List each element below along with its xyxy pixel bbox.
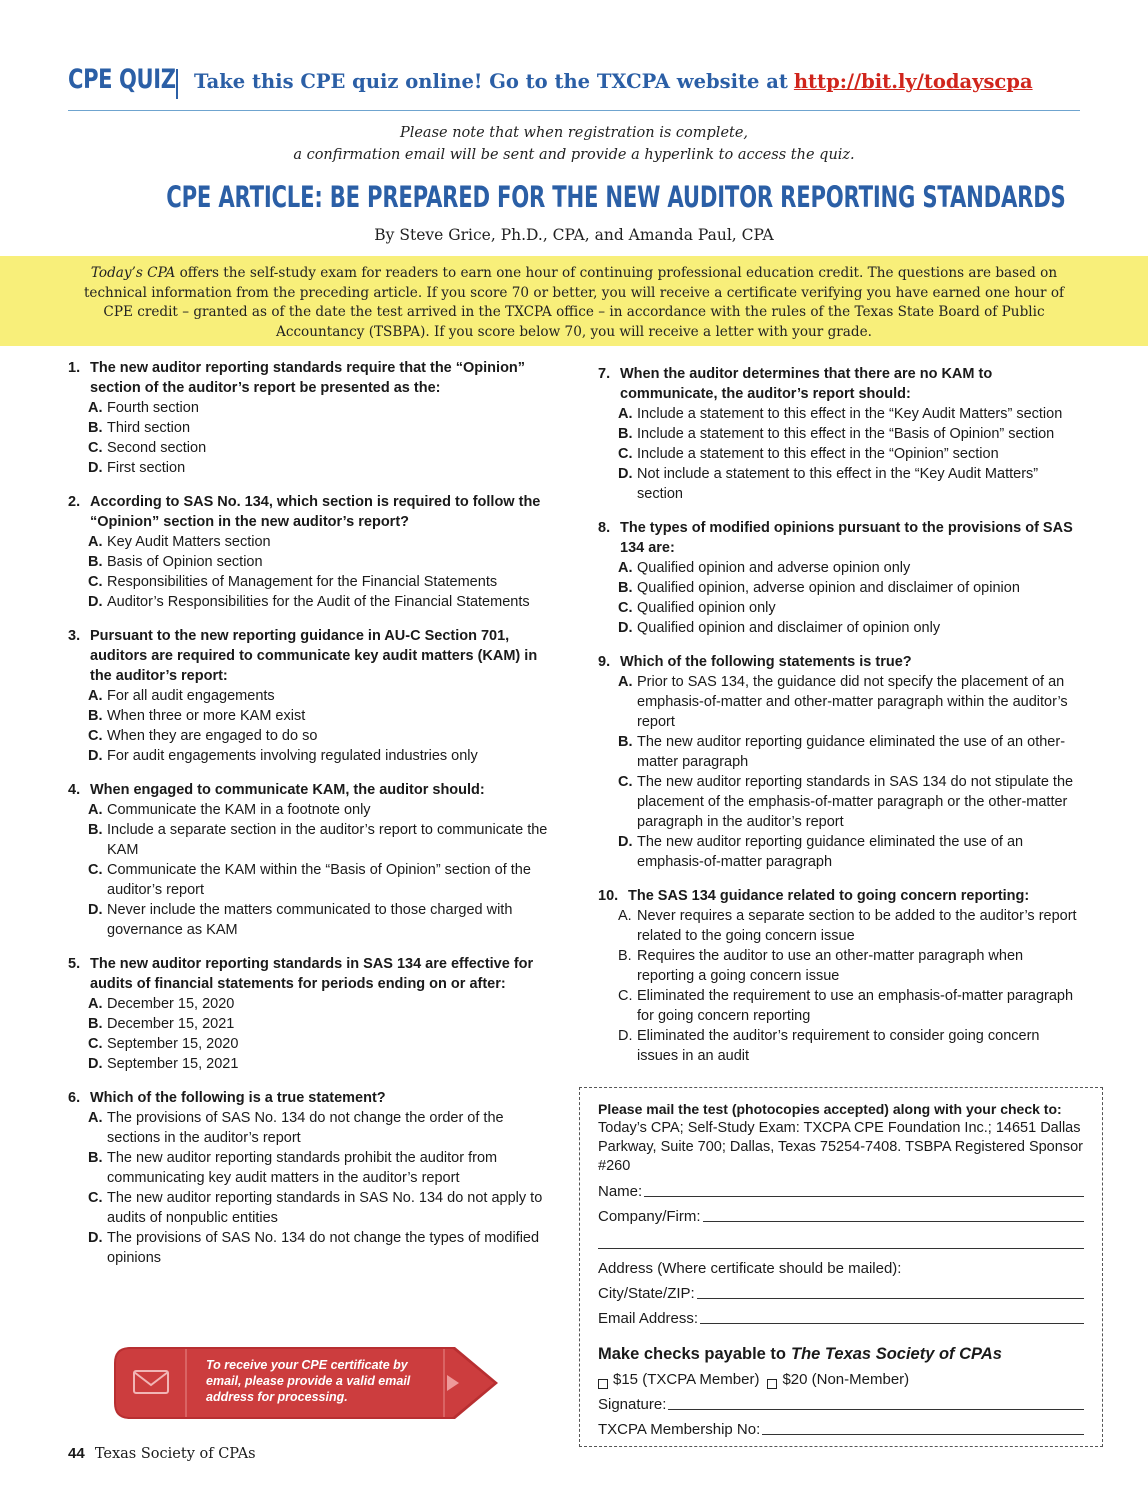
answer-option: [68, 800, 558, 820]
option-letter: B.: [88, 554, 103, 570]
question-number: 4.: [68, 782, 81, 798]
question: [68, 358, 558, 478]
intro-text: offers the self-study exam for readers to earn one hour of continuing professional education credit. The questions are based on technical information from the preceding article. If you score 70 or better, you will receive a certificate verifying you have earned one hour of CPE credit – granted as of the date the test arrived in the TXCPA office – in accordance with the rules of the Texas State Board of Public Accountancy (TSBPA). If you score below 70, you will receive a letter with your grade.: [83, 265, 1065, 340]
answer-option: [68, 398, 558, 418]
answer-option: [598, 906, 1084, 946]
option-letter: A.: [88, 802, 103, 818]
option-text: Qualified opinion only: [637, 600, 776, 616]
answer-option: [68, 820, 558, 860]
option-letter: A.: [88, 996, 103, 1012]
answer-option: [598, 618, 1084, 638]
registration-note: [68, 122, 1080, 166]
question: [68, 492, 558, 612]
option-text: Basis of Opinion section: [107, 554, 263, 570]
question-number: 1.: [68, 360, 81, 376]
city-label: City/State/ZIP:: [598, 1285, 695, 1302]
option-letter: D.: [618, 1028, 633, 1044]
answer-option: [68, 1034, 558, 1054]
page-footer: [68, 1445, 256, 1462]
answer-option: [68, 1228, 558, 1268]
question: [598, 364, 1084, 504]
option-text: Eliminated the auditor’s requirement to consider going concern issues in an audit: [637, 1028, 1040, 1064]
questions-right-column: [598, 364, 1084, 1080]
answer-option: [598, 424, 1084, 444]
email-label: Email Address:: [598, 1310, 699, 1327]
checks-payee: The Texas Society of CPAs: [791, 1345, 1002, 1363]
answer-option: [68, 552, 558, 572]
option-letter: D.: [618, 834, 633, 850]
company-label: Company/Firm:: [598, 1208, 701, 1225]
option-letter: C.: [88, 574, 103, 590]
note-line-2: a confirmation email will be sent and provide a hyperlink to access the quiz.: [293, 147, 855, 163]
question-stem: [68, 492, 558, 532]
option-letter: B.: [618, 426, 633, 442]
article-title: [0, 180, 1148, 214]
question-stem: [598, 364, 1084, 404]
signature-field[interactable]: [598, 1389, 1084, 1414]
option-text: Requires the auditor to use an other-matter paragraph when reporting a going concern issue: [637, 948, 1024, 984]
option-letter: A.: [618, 908, 632, 924]
option-letter: C.: [88, 862, 103, 878]
answer-option: [68, 726, 558, 746]
membership-field[interactable]: [598, 1414, 1084, 1439]
header-rule: [68, 110, 1080, 111]
answer-option: [68, 532, 558, 552]
option-letter: D.: [618, 620, 633, 636]
question-number: 10.: [598, 888, 619, 904]
option-letter: C.: [88, 1190, 103, 1206]
email-field[interactable]: [598, 1303, 1084, 1328]
option-text: Include a statement to this effect in the “Basis of Opinion” section: [637, 426, 1055, 442]
option-letter: A.: [618, 406, 633, 422]
question: [598, 518, 1084, 638]
option-text: Fourth section: [107, 400, 199, 416]
question-stem: [598, 886, 1084, 906]
email-line[interactable]: [700, 1323, 1084, 1324]
option-text: Third section: [107, 420, 191, 436]
option-text: The new auditor reporting guidance eliminated the use of an other-matter paragraph: [637, 734, 1066, 770]
question: [68, 954, 558, 1074]
option-letter: C.: [618, 988, 633, 1004]
answer-option: [68, 1014, 558, 1034]
company-line-2[interactable]: [598, 1226, 1084, 1249]
name-line[interactable]: [644, 1196, 1084, 1197]
option-letter: C.: [618, 600, 633, 616]
answer-option: [598, 732, 1084, 772]
option-letter: A.: [618, 674, 633, 690]
option-text: Key Audit Matters section: [107, 534, 271, 550]
header-divider: [176, 69, 178, 99]
answer-option: [68, 706, 558, 726]
option-letter: B.: [88, 708, 103, 724]
option-letter: D.: [88, 1230, 103, 1246]
email-banner: [110, 1343, 502, 1423]
option-letter: A.: [88, 534, 103, 550]
option-text: December 15, 2021: [107, 1016, 235, 1032]
questions-left-column: [68, 358, 558, 1282]
footer-publication: Texas Society of CPAs: [94, 1446, 256, 1462]
option-letter: D.: [88, 1056, 103, 1072]
option-text: Communicate the KAM in a footnote only: [107, 802, 371, 818]
answer-option: [68, 418, 558, 438]
answer-option: [598, 558, 1084, 578]
option-letter: C.: [88, 1036, 103, 1052]
option-text: When three or more KAM exist: [107, 708, 306, 724]
signature-line[interactable]: [668, 1409, 1084, 1410]
publication-name: Today’s CPA: [90, 265, 176, 281]
answer-option: [598, 404, 1084, 424]
answer-option: [68, 860, 558, 900]
answer-option: [68, 900, 558, 940]
member-price: $15 (TXCPA Member): [613, 1371, 760, 1388]
note-line-1: Please note that when registration is complete,: [399, 125, 749, 141]
option-text: Qualified opinion, adverse opinion and disclaimer of opinion: [637, 580, 1020, 596]
answer-option: [598, 464, 1084, 504]
article-title-text: CPE ARTICLE: BE PREPARED FOR THE NEW AUDITOR REPORTING STANDARDS: [166, 180, 1066, 214]
question: [68, 626, 558, 766]
option-letter: C.: [618, 446, 633, 462]
city-field[interactable]: [598, 1278, 1084, 1303]
option-letter: B.: [618, 580, 633, 596]
option-text: September 15, 2020: [107, 1036, 239, 1052]
question: [598, 652, 1084, 872]
question-text: According to SAS No. 134, which section is required to follow the “Opinion” section in the new auditor’s report?: [90, 494, 541, 530]
option-text: Responsibilities of Management for the Financial Statements: [107, 574, 498, 590]
option-letter: B.: [88, 822, 103, 838]
fee-options: [598, 1364, 1084, 1389]
option-letter: C.: [88, 440, 103, 456]
quiz-header: [68, 64, 1080, 104]
company-line[interactable]: [703, 1221, 1084, 1222]
option-letter: D.: [618, 466, 633, 482]
answer-option: [598, 1026, 1084, 1066]
question-text: The new auditor reporting standards in SAS 134 are effective for audits of financial statements for periods ending on or after:: [90, 956, 534, 992]
question-number: 9.: [598, 654, 611, 670]
question-text: When the auditor determines that there are no KAM to communicate, the auditor’s report should:: [620, 366, 993, 402]
option-letter: D.: [88, 748, 103, 764]
city-line[interactable]: [697, 1298, 1084, 1299]
answer-option: [68, 1148, 558, 1188]
name-field[interactable]: [598, 1176, 1084, 1201]
name-label: Name:: [598, 1183, 643, 1200]
option-text: The provisions of SAS No. 134 do not change the order of the sections in the auditor’s report: [107, 1110, 504, 1146]
answer-option: [68, 1108, 558, 1148]
question-number: 5.: [68, 956, 81, 972]
question-text: The SAS 134 guidance related to going concern reporting:: [628, 888, 1030, 904]
checks-heading: [598, 1338, 1084, 1364]
question-stem: [68, 1088, 558, 1108]
answer-option: [598, 598, 1084, 618]
question-text: Which of the following is a true statement?: [90, 1090, 386, 1106]
option-letter: A.: [88, 688, 103, 704]
option-text: For audit engagements involving regulated industries only: [107, 748, 478, 764]
address-field: [598, 1253, 1084, 1278]
option-text: Never include the matters communicated to those charged with governance as KAM: [107, 902, 513, 938]
answer-option: [68, 1054, 558, 1074]
option-letter: A.: [88, 1110, 103, 1126]
question: [598, 886, 1084, 1066]
membership-line[interactable]: [762, 1434, 1084, 1435]
option-letter: B.: [88, 420, 103, 436]
option-letter: B.: [88, 1150, 103, 1166]
banner-text: To receive your CPE certificate by email, please provide a valid email address for processing.: [206, 1358, 411, 1404]
option-text: Second section: [107, 440, 207, 456]
question-number: 8.: [598, 520, 611, 536]
question: [68, 1088, 558, 1268]
option-text: When they are engaged to do so: [107, 728, 318, 744]
answer-option: [598, 772, 1084, 832]
option-letter: D.: [88, 902, 103, 918]
option-text: For all audit engagements: [107, 688, 275, 704]
question-number: 2.: [68, 494, 81, 510]
answer-option: [598, 986, 1084, 1026]
option-text: The new auditor reporting standards prohibit the auditor from communicating key audit matters in the auditor’s report: [107, 1150, 498, 1186]
option-text: Auditor’s Responsibilities for the Audit of the Financial Statements: [107, 594, 530, 610]
option-text: Include a statement to this effect in the “Opinion” section: [637, 446, 999, 462]
option-letter: A.: [88, 400, 103, 416]
option-text: The provisions of SAS No. 134 do not change the types of modified opinions: [107, 1230, 540, 1266]
answer-option: [68, 1188, 558, 1228]
byline: By Steve Grice, Ph.D., CPA, and Amanda Paul, CPA: [374, 226, 774, 244]
answer-option: [598, 672, 1084, 732]
mail-lead: Please mail the test (photocopies accepted) along with your check to:: [598, 1101, 1062, 1117]
option-text: Never requires a separate section to be added to the auditor’s report related to the going concern issue: [637, 908, 1077, 944]
page-number: 44: [68, 1445, 85, 1462]
nonmember-price: $20 (Non-Member): [782, 1371, 910, 1388]
quiz-label: CPE QUIZ: [68, 64, 176, 95]
option-letter: B.: [618, 948, 632, 964]
question-number: 6.: [68, 1090, 81, 1106]
answer-option: [68, 994, 558, 1014]
question-text: When engaged to communicate KAM, the auditor should:: [90, 782, 485, 798]
member-checkbox-icon[interactable]: [598, 1379, 608, 1389]
option-letter: C.: [88, 728, 103, 744]
answer-option: [68, 458, 558, 478]
option-text: The new auditor reporting standards in SAS No. 134 do not apply to audits of nonpublic entities: [107, 1190, 543, 1226]
option-text: The new auditor reporting standards in SAS 134 do not stipulate the placement of the emphasis-of-matter paragraph or the other-matter paragraph in the auditor’s report: [637, 774, 1074, 830]
question-text: Pursuant to the new reporting guidance in AU-C Section 701, auditors are required to communicate key audit matters (KAM) in the auditor’s report:: [90, 628, 538, 684]
question-number: 3.: [68, 628, 81, 644]
question-stem: [598, 652, 1084, 672]
question-text: Which of the following statements is true?: [620, 654, 912, 670]
answer-option: [68, 572, 558, 592]
option-text: Prior to SAS 134, the guidance did not specify the placement of an emphasis-of-matter and other-matter paragraph within the auditor’s report: [637, 674, 1068, 730]
question-stem: [598, 518, 1084, 558]
option-text: Eliminated the requirement to use an emphasis-of-matter paragraph for going concern reporting: [637, 988, 1074, 1024]
option-letter: B.: [88, 1016, 103, 1032]
option-text: First section: [107, 460, 186, 476]
answer-option: [598, 832, 1084, 872]
signature-label: Signature:: [598, 1396, 667, 1413]
option-letter: C.: [618, 774, 633, 790]
question-text: The types of modified opinions pursuant to the provisions of SAS 134 are:: [620, 520, 1073, 556]
company-field[interactable]: [598, 1201, 1084, 1226]
checks-label: Make checks payable to: [598, 1345, 787, 1363]
question-stem: [68, 626, 558, 686]
option-text: Qualified opinion and disclaimer of opinion only: [637, 620, 941, 636]
option-text: The new auditor reporting guidance eliminated the use of an emphasis-of-matter paragraph: [637, 834, 1024, 870]
answer-option: [68, 592, 558, 612]
option-text: Include a statement to this effect in the “Key Audit Matters” section: [637, 406, 1063, 422]
question-text: The new auditor reporting standards require that the “Opinion” section of the auditor’s report be presented as the:: [90, 360, 526, 396]
membership-label: TXCPA Membership No:: [598, 1421, 761, 1438]
question-stem: [68, 780, 558, 800]
mail-address: Today’s CPA; Self-Study Exam: TXCPA CPE Foundation Inc.; 14651 Dallas Parkway, Suite 700; Dallas, Texas 75254-7408. TSBPA Registered Sponsor #260: [598, 1120, 1083, 1174]
option-letter: A.: [618, 560, 633, 576]
intro-box: [0, 256, 1148, 346]
question-stem: [68, 358, 558, 398]
option-letter: D.: [88, 594, 103, 610]
answer-option: [68, 686, 558, 706]
answer-option: [598, 578, 1084, 598]
option-text: December 15, 2020: [107, 996, 235, 1012]
question-stem: [68, 954, 558, 994]
nonmember-checkbox-icon[interactable]: [767, 1379, 777, 1389]
answer-option: [598, 946, 1084, 986]
question-number: 7.: [598, 366, 611, 382]
option-letter: B.: [618, 734, 633, 750]
address-label: Address (Where certificate should be mailed):: [598, 1260, 902, 1277]
option-text: Not include a statement to this effect in the “Key Audit Matters” section: [637, 466, 1039, 502]
mail-form: [579, 1087, 1103, 1447]
option-letter: D.: [88, 460, 103, 476]
option-text: Include a separate section in the auditor’s report to communicate the KAM: [107, 822, 548, 858]
quiz-link[interactable]: http://bit.ly/todayscpa: [793, 70, 1033, 93]
answer-option: [68, 746, 558, 766]
question: [68, 780, 558, 940]
answer-option: [598, 444, 1084, 464]
option-text: Qualified opinion and adverse opinion only: [637, 560, 911, 576]
option-text: September 15, 2021: [107, 1056, 239, 1072]
answer-option: [68, 438, 558, 458]
header-text: Take this CPE quiz online! Go to the TXCPA website at: [194, 70, 788, 93]
option-text: Communicate the KAM within the “Basis of Opinion” section of the auditor’s report: [107, 862, 531, 898]
